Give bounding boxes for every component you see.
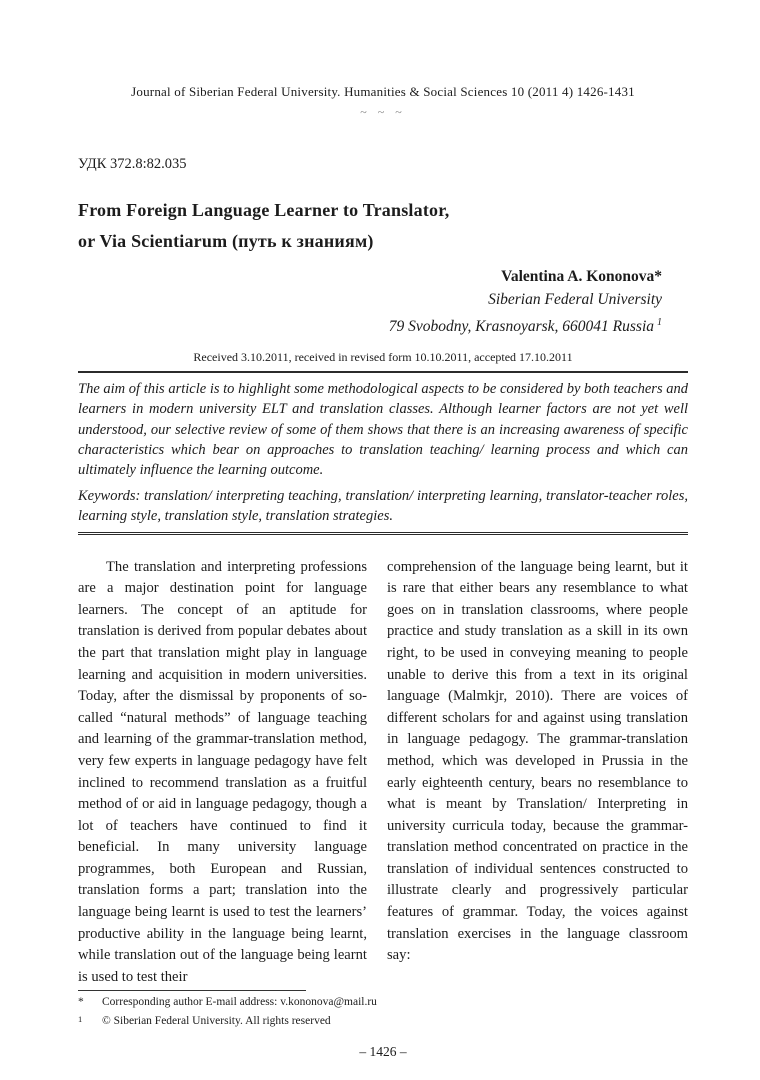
article-title-line-2: or Via Scientiarum (путь к знаниям) — [78, 231, 374, 251]
section-ornament: ~ ~ ~ — [360, 105, 406, 119]
body-column-right-text: comprehension of the language being learnt, but it is rare that either bears any resemblance to what goes on in translation classrooms, where people practice and study translation as a skill in its own right, to be used in conveying meaning to people unable to derive this from a text in its original language (Malmkjr, 2010). There are voices of different scholars for and against using translation in language pedagogy. The grammar-translation method, which was developed in Prussia in the early eighteenth century, bears no resemblance to what is meant by Translation/ Interpreting in university curricula today, because the grammar-translation method concentrated on practice in the translation of individual sentences constructed to illustrate clearly and progressively particular features of grammar. Today, the voices against translation exercises in the language classroom say: — [387, 558, 688, 964]
address-footnote-mark: 1 — [657, 317, 662, 328]
article-title — [78, 195, 688, 257]
author-block — [78, 265, 688, 338]
udc-code: УДК 372.8:82.035 — [78, 156, 187, 172]
body-column-right — [387, 557, 688, 989]
received-dates-line: Received 3.10.2011, received in revised form 10.10.2011, accepted 17.10.2011 — [193, 350, 573, 365]
abstract-top-rule — [78, 371, 688, 373]
footnote-marker-asterisk: * — [78, 996, 84, 1009]
author-name: Valentina A. Kononova* — [501, 268, 662, 285]
body-column-left-text: The translation and interpreting professions are a major destination point for language learners. The concept of an aptitude for translation is derived from popular debates about the part that translation might play in language learning and acquisition in modern universities. Today, after the dismissal by proponents of so-called “natural methods” of language teaching and learning of the grammar-translation method, very few experts in language pedagogy have felt inclined to recommend translation as a fruitful method of or aid in language pedagogy, though a lot of teachers have continued to find it beneficial. In many university language programmes, both European and Russian, translation forms a part; translation into the language being learnt is used to test the learners’ productive ability in the language being learnt, while translation out of the language being learnt is used to test their — [78, 558, 367, 985]
footnote-rule — [78, 990, 306, 991]
footnote-text-email: Corresponding author E-mail address: v.kononova@mail.ru — [102, 996, 377, 1009]
author-affiliation: Siberian Federal University — [488, 291, 662, 308]
keywords-text: Keywords: translation/ interpreting teaching, translation/ interpreting learning, translator-teacher roles, learning style, translation style, translation strategies. — [78, 488, 688, 525]
author-address-text: 79 Svobodny, Krasnoyarsk, 660041 Russia — [388, 318, 654, 336]
author-address — [78, 311, 662, 338]
keywords-bottom-rule — [78, 532, 688, 535]
journal-header: Journal of Siberian Federal University. Humanities & Social Sciences 10 (2011 4) 1426-1431 — [131, 84, 635, 99]
article-body — [78, 557, 688, 989]
page-number: – 1426 – — [359, 1044, 407, 1060]
abstract-text: The aim of this article is to highlight some methodological aspects to be considered by both teachers and learners in modern university ELT and translation classes. Although learner factors are not yet well understood, our selective review of some of them shows that there is an increasing awareness of specific characteristics which bear on approaches to translation teaching/ learning process and which can ultimately influence the learning outcome. — [78, 381, 688, 478]
body-column-left — [78, 557, 367, 989]
article-title-line-1: From Foreign Language Learner to Translator, — [78, 200, 450, 220]
footnote-text-copyright: © Siberian Federal University. All rights reserved — [102, 1015, 331, 1028]
footnote-block — [78, 990, 688, 1029]
footnote-corresponding-author — [78, 994, 688, 1010]
footnote-marker-one: 1 — [78, 1014, 83, 1025]
footnote-copyright — [78, 1013, 688, 1029]
